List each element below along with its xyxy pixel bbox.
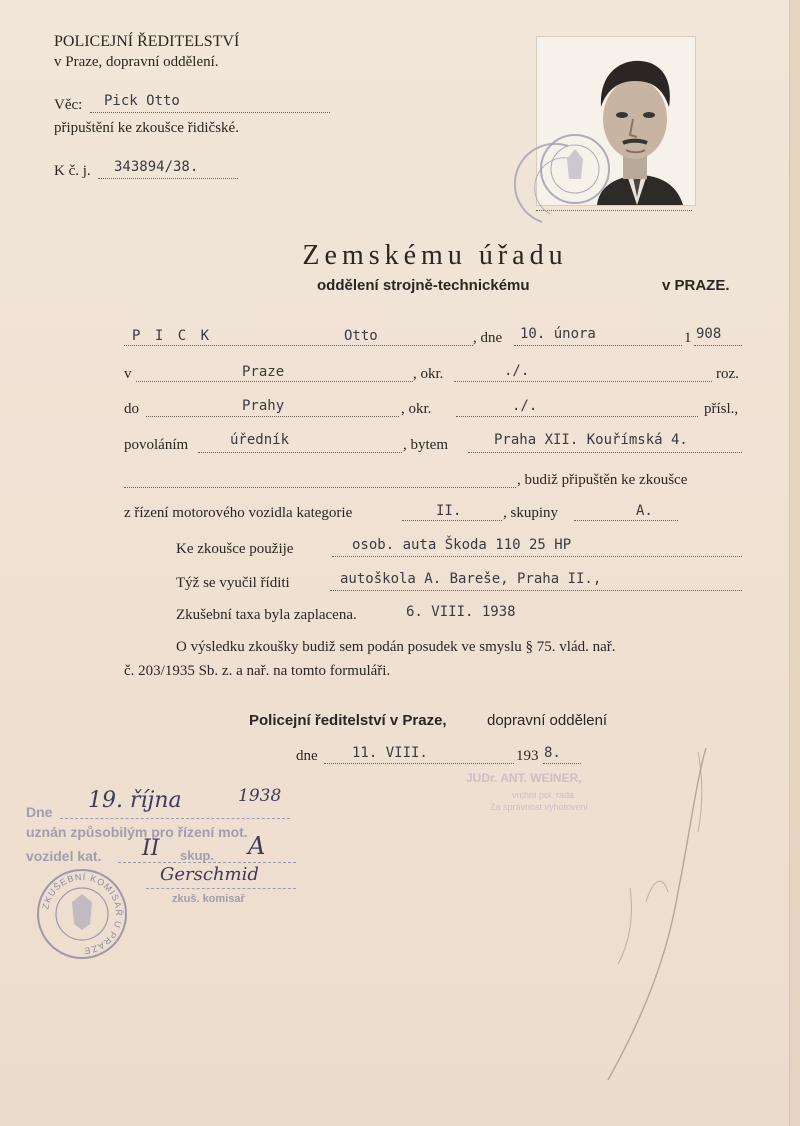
addressee-department: oddělení strojně-technickému [317, 277, 530, 294]
domicile-label: do [124, 401, 139, 417]
admit-text: , budiž připuštěn ke zkoušce [517, 472, 688, 488]
footer-year-prefix: 193 [516, 748, 539, 764]
footer-year: 8. [544, 745, 561, 761]
domicile-value: Prahy [242, 398, 285, 414]
birthyear-dotline [694, 345, 742, 346]
category-value: II. [436, 503, 462, 519]
birthplace-dotline [136, 381, 413, 382]
name-dotline [124, 345, 473, 346]
footer-date: 11. VIII. [352, 745, 428, 761]
addressee-city: v PRAZE. [662, 277, 730, 294]
photo-seal-icon [512, 140, 572, 230]
vehicle-value: osob. auta Škoda 110 25 HP [352, 537, 572, 553]
okr-value: ./. [504, 363, 530, 379]
subject-label: Věc: [54, 97, 83, 113]
okr2-value: ./. [512, 398, 538, 414]
paper-edge [789, 0, 800, 1126]
blank-dotline [124, 487, 516, 488]
signature-dotline [146, 888, 296, 889]
category-dotline [402, 520, 502, 521]
prisl-label: přísl., [704, 401, 739, 417]
school-value: autoškola A. Bareše, Praha II., [340, 571, 602, 587]
addressee-title: Zemskému úřadu [302, 240, 568, 271]
examiner-signature: Gerschmid [160, 864, 259, 885]
school-dotline [330, 590, 742, 591]
examiner-seal-icon [36, 868, 128, 960]
ref-dotline [98, 178, 238, 179]
birthdate-dotline [514, 345, 682, 346]
firstname-value: Otto [344, 328, 378, 344]
roz-label: roz. [716, 366, 739, 382]
faint-signature-title: vrchní pol. rada [512, 790, 575, 800]
okr-label: , okr. [413, 366, 444, 382]
exam-group-handwritten: A [248, 832, 266, 860]
fee-label: Zkušební taxa byla zaplacena. [176, 607, 357, 623]
ref-value: 343894/38. [114, 159, 199, 175]
birth-date-value: 10. února [520, 326, 596, 342]
examiner-role: zkuš. komisař [172, 893, 245, 905]
ref-label: K č. j. [54, 163, 91, 179]
group-label: , skupiny [503, 505, 559, 521]
residence-label: , bytem [403, 437, 448, 453]
faint-signature-name: JUDr. ANT. WEINER, [466, 771, 582, 785]
result-line1: O výsledku zkoušky budiž sem podán posudek ve smyslu § 75. vlád. nař. [176, 639, 616, 655]
vehicle-dotline [332, 556, 742, 557]
exam-category-handwritten: II [142, 836, 160, 861]
occupation-value: úředník [230, 432, 290, 448]
exam-date-handwritten: 19. října [88, 788, 182, 813]
result-line2: č. 203/1935 Sb. z. a nař. na tomto formuláři. [124, 663, 391, 679]
birth-year-prefix: 1 [684, 330, 692, 346]
subject-line2: připuštění ke zkoušce řidičské. [54, 120, 239, 136]
domicile-dotline [146, 416, 399, 417]
seal-text: ZKUŠEBNÍ KOMISAŘ U PRAZE [40, 871, 125, 957]
office-name: POLICEJNÍ ŘEDITELSTVÍ [54, 33, 240, 50]
okr2-label: , okr. [401, 401, 432, 417]
group-value: A. [636, 503, 653, 519]
birth-dne-label: , dne [473, 330, 503, 346]
exam-year-handwritten: 1938 [238, 786, 282, 806]
occupation-label: povoláním [124, 437, 189, 453]
surname-value: P I C K [132, 328, 213, 344]
subject-value: Pick Otto [104, 93, 180, 109]
footer-dne-label: dne [296, 748, 318, 764]
exam-stamp-group-label: skup. [180, 848, 214, 863]
fee-date: 6. VIII. 1938 [406, 604, 516, 620]
subject-dotline [90, 112, 330, 113]
group-dotline [574, 520, 678, 521]
okr-dotline [454, 381, 712, 382]
footer-date-dotline [324, 763, 514, 764]
vehicle-label: Ke zkoušce použije [176, 541, 294, 557]
exam-date-dotline [60, 818, 290, 819]
exam-stamp-dne-label: Dne [26, 804, 53, 820]
exam-stamp-line2: uznán způsobilým pro řízení mot. [26, 824, 248, 840]
birthplace-value: Praze [242, 364, 285, 380]
birth-year-value: 908 [696, 326, 722, 342]
school-label: Týž se vyučil říditi [176, 575, 290, 591]
footer-office-rest: dopravní oddělení [487, 712, 608, 729]
birthplace-label: v [124, 366, 132, 382]
residence-dotline [468, 452, 742, 453]
residence-value: Praha XII. Kouřímská 4. [494, 432, 688, 448]
footer-office-bold: Policejní ředitelství v Praze, [249, 712, 447, 729]
category-text: z řízení motorového vozidla kategorie [124, 505, 353, 521]
office-subline: v Praze, dopravní oddělení. [54, 54, 219, 70]
exam-stamp-category-label: vozidel kat. [26, 848, 102, 864]
pencil-scrawl-icon [586, 742, 726, 1092]
occupation-dotline [198, 452, 402, 453]
okr2-dotline [456, 416, 698, 417]
faint-signature-note: Za správnost vyhotovení [490, 802, 589, 812]
footer-year-dotline [543, 763, 581, 764]
